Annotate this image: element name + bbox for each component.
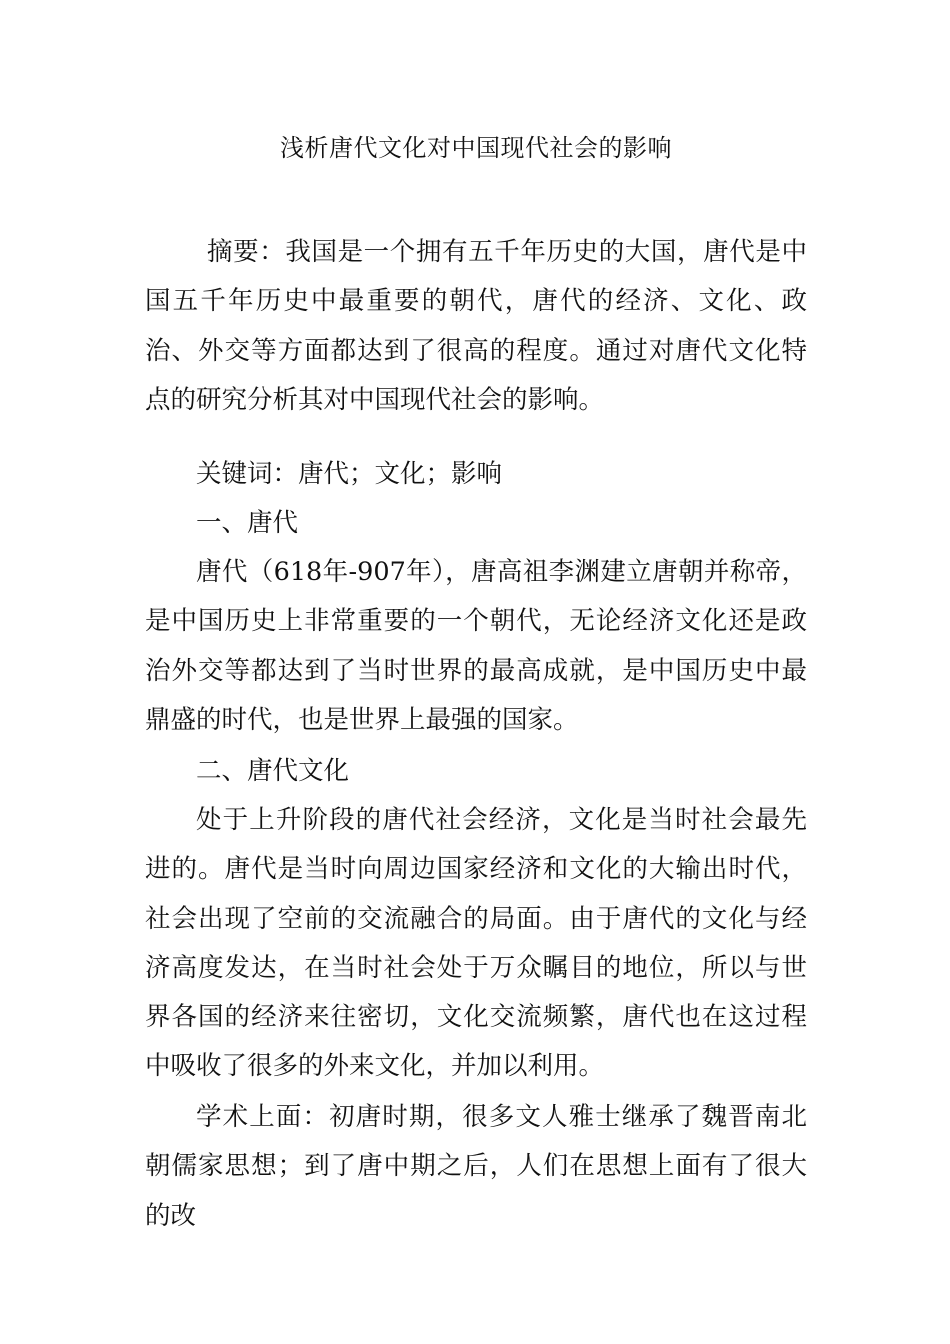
keywords-line: 关键词：唐代；文化；影响 xyxy=(196,459,503,489)
tang-culture-paragraph: 处于上升阶段的唐代社会经济，文化是当时社会最先进的。唐代是当时向周边国家经济和文化的大输出时代，社会出现了空前的交流融合的局面。由于唐代的文化与经济高度发达，在当时社会处于万众瞩目的地位，所以与世界各国的经济来往密切，文化交流频繁，唐代也在这过程中吸收了很多的外来文化，并加以利用。 xyxy=(145,805,807,1082)
section-heading-tang-dynasty: 一、唐代 xyxy=(196,508,299,538)
abstract-paragraph: 摘要：我国是一个拥有五千年历史的大国，唐代是中国五千年历史中最重要的朝代，唐代的经济、文化、政治、外交等方面都达到了很高的程度。通过对唐代文化特点的研究分析其对中国现代社会的影响。 xyxy=(145,237,807,415)
section-heading-tang-culture: 二、唐代文化 xyxy=(196,756,350,786)
document-title: 浅析唐代文化对中国现代社会的影响 xyxy=(280,134,672,162)
academic-paragraph: 学术上面：初唐时期，很多文人雅士继承了魏晋南北朝儒家思想；到了唐中期之后，人们在思想上面有了很大的改 xyxy=(145,1102,807,1231)
tang-dynasty-paragraph: 唐代（618年-907年），唐高祖李渊建立唐朝并称帝，是中国历史上非常重要的一个朝代，无论经济文化还是政治外交等都达到了当时世界的最高成就，是中国历史中最鼎盛的时代，也是世界上最强的国家。 xyxy=(145,557,807,735)
